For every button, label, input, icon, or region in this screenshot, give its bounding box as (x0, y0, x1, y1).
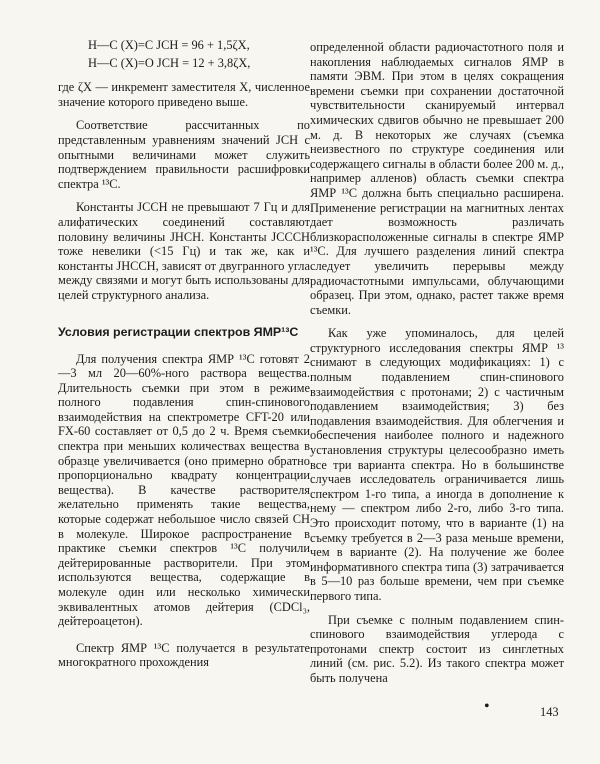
section-heading: Условия регистрации спектров ЯМР¹³C (58, 324, 299, 339)
paragraph-sample-preparation: Для получения спектра ЯМР ¹³C готовят 2—3 мл 20—60%-ного раствора вещества. Длительность съемки при этом в режиме полного подавления спин-спинового взаимодействия на спектрометре CFT-20 или FX-60 составляет от 0,5 до 2 ч. Время съемки спектра при меньших количествах вещества в образце увеличивается (оно примерно обратно пропорционально квадрату концентрации вещества). В качестве растворителя желательно применять такие вещества, которые содержат небольшое число связей CH в молекуле. Широкое распространение в практике съемки спектров ¹³C получили дейтерированные растворители. При этом используются вещества, содержащие в молекуле один или несколько химически эквивалентных атомов дейтерия (CDCl₃, дейтероацетон). (58, 351, 310, 629)
paragraph-full-decoupling: При съемке с полным подавлением спин-спинового взаимодействия углерода с протонами спектр состоит из синглетных линий (см. рис. 5.2). Из такого спектра может быть получена (310, 612, 564, 685)
paragraph-zeta-definition: где ζХ — инкремент заместителя X, численное значение которого приведено выше. (58, 80, 310, 109)
paragraph-spectrum-continued: определенной области радиочастотного поля и накопления наблюдаемых сигналов ЯМР в памяти ЭВМ. При этом в целях сокращения времени съемки при сохранении достаточной чувствительности сканируемый интервал химических сдвигов обычно не превышает 200 м. д. В некоторых же случаях (съемка неизвестного по структуре соединения или содержащего сигналы в области более 200 м. д., например алленов) область съемки спектра ЯМР ¹³C должна быть специально расширена. Применение регистрации на магнитных лентах дает возможность различать близкорасположенные сигналы в спектре ЯМР ¹³C. Для лучшего разделения линий спектра следует увеличить перерывы между радиочастотными импульсами, облучающими образец. При этом, однако, растет также время съемки. (310, 40, 564, 317)
paragraph-constants: Константы JССН не превышают 7 Гц и для алифатических соединений составляют половину величины JНСН. Константы JСССН тоже невелики (<15 Гц) и так же, как и константы JНССН, зависят от двугранного угла между связями и могут быть использованы для целей структурного анализа. (58, 200, 310, 302)
right-column (310, 40, 564, 686)
paragraph-modifications: Как уже упоминалось, для целей структурного исследования спектры ЯМР ¹³ снимают в следующих модификациях: 1) с полным подавлением спин-спинового взаимодействия с протонами; 2) с частичным подавлением взаимодействия; 3) без подавления взаимодействия. Для облегчения и обеспечения наиболее полного и надежного установления структуры целесообразно иметь все три варианта спектра. Но в большинстве случаев исследователь ограничивается лишь спектром 1-го типа, а иногда в дополнение к нему — спектром либо 2-го, либо 3-го типа. Это происходит потому, что в варианте (1) на съемку требуется в 2—3 раза меньше времени, чем в варианте (2). На получение же более информативного спектра типа (3) затрачивается в 5—10 раз больше времени, чем при съемке первого типа. (310, 326, 564, 603)
formula-carbonyl: H—C (X)=O JСН = 12 + 3,8ζХ, (88, 55, 251, 70)
paragraph-correspondence: Соответствие рассчитанных по представленным уравнениям значений JСН с опытными величинами может служить подтверждением правильности расшифровки спектра ¹³C. (58, 118, 310, 191)
page-number: 143 (540, 705, 559, 719)
ink-dot-mark: • (484, 698, 490, 715)
left-column (58, 38, 310, 670)
paragraph-spectrum-start: Спектр ЯМР ¹³C получается в результате многократного прохождения (58, 640, 310, 670)
formula-alkene: H—C (X)=C JСН = 96 + 1,5ζХ, (88, 38, 250, 52)
